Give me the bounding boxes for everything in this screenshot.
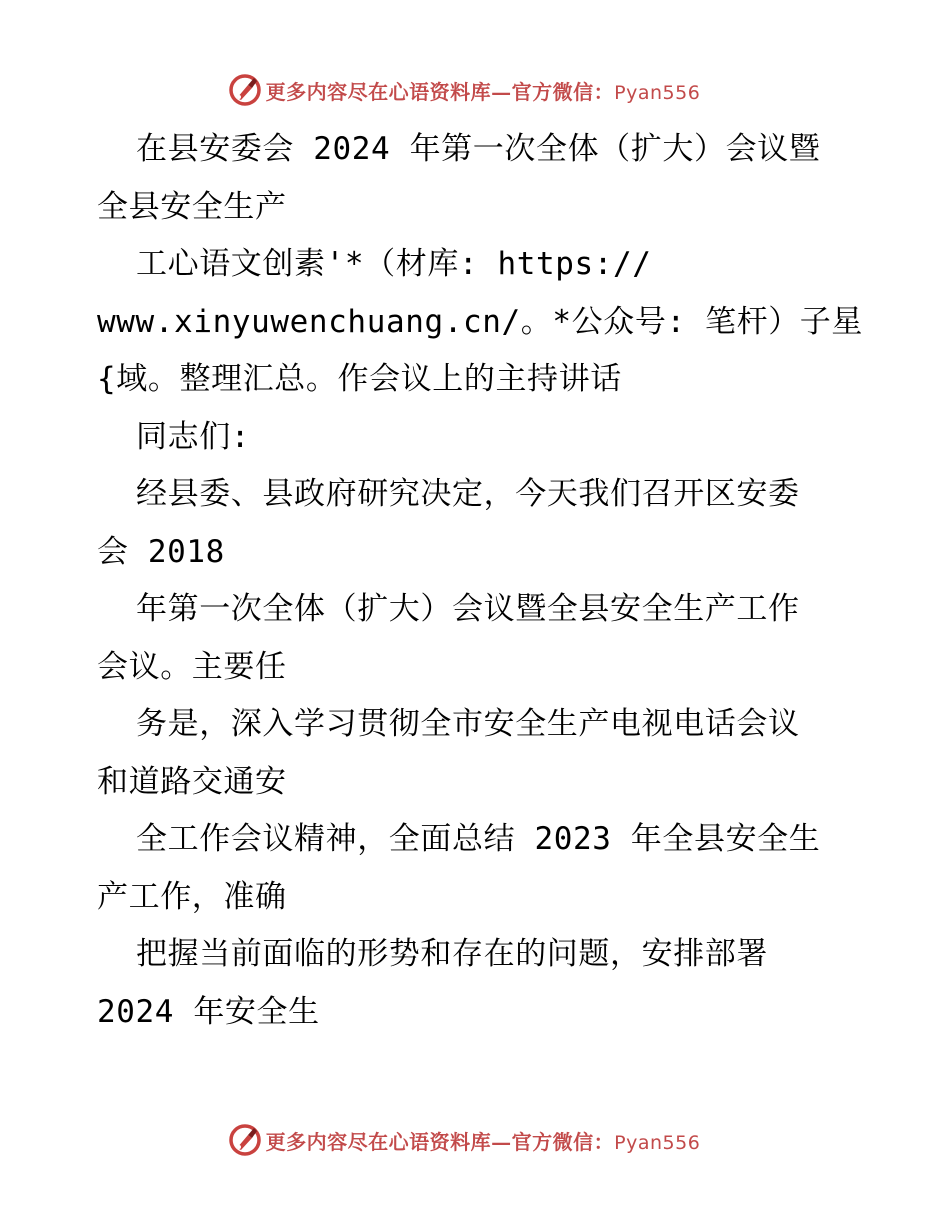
body-line: 务是，深入学习贯彻全市安全生产电视电话会议: [136, 706, 800, 742]
footer-watermark: [0, 1120, 950, 1160]
body-line: 工心语文创素'*（材库: https://: [136, 246, 652, 282]
body-line: 产工作，准确: [97, 878, 287, 915]
watermark-text: 更多内容尽在心语资料库—官方微信：Pyan556: [265, 79, 701, 104]
document-body: [97, 121, 863, 1041]
body-line: 同志们:: [136, 418, 251, 455]
pen-logo-icon: [228, 73, 262, 107]
body-line: 全工作会议精神，全面总结 2023 年全县安全生: [136, 821, 821, 857]
body-line: 把握当前面临的形势和存在的问题，安排部署: [136, 936, 768, 972]
body-line: www.xinyuwenchuang.cn/。*公众号: 笔杆）子星: [97, 303, 863, 340]
body-line: 和道路交通安: [97, 763, 287, 800]
header-watermark: [0, 70, 950, 110]
body-line: 2024 年安全生: [97, 993, 320, 1030]
pen-logo-icon: [228, 1123, 262, 1157]
watermark-text: 更多内容尽在心语资料库—官方微信：Pyan556: [265, 1129, 701, 1154]
body-line: {域。整理汇总。作会议上的主持讲话: [97, 361, 622, 397]
body-line: 经县委、县政府研究决定，今天我们召开区安委: [136, 476, 800, 512]
body-line: 年第一次全体（扩大）会议暨全县安全生产工作: [136, 591, 800, 627]
body-line: 在县安委会 2024 年第一次全体（扩大）会议暨: [136, 131, 821, 167]
body-line: 会议。主要任: [97, 648, 287, 685]
body-line: 全县安全生产: [97, 188, 287, 225]
body-line: 会 2018: [97, 533, 225, 570]
